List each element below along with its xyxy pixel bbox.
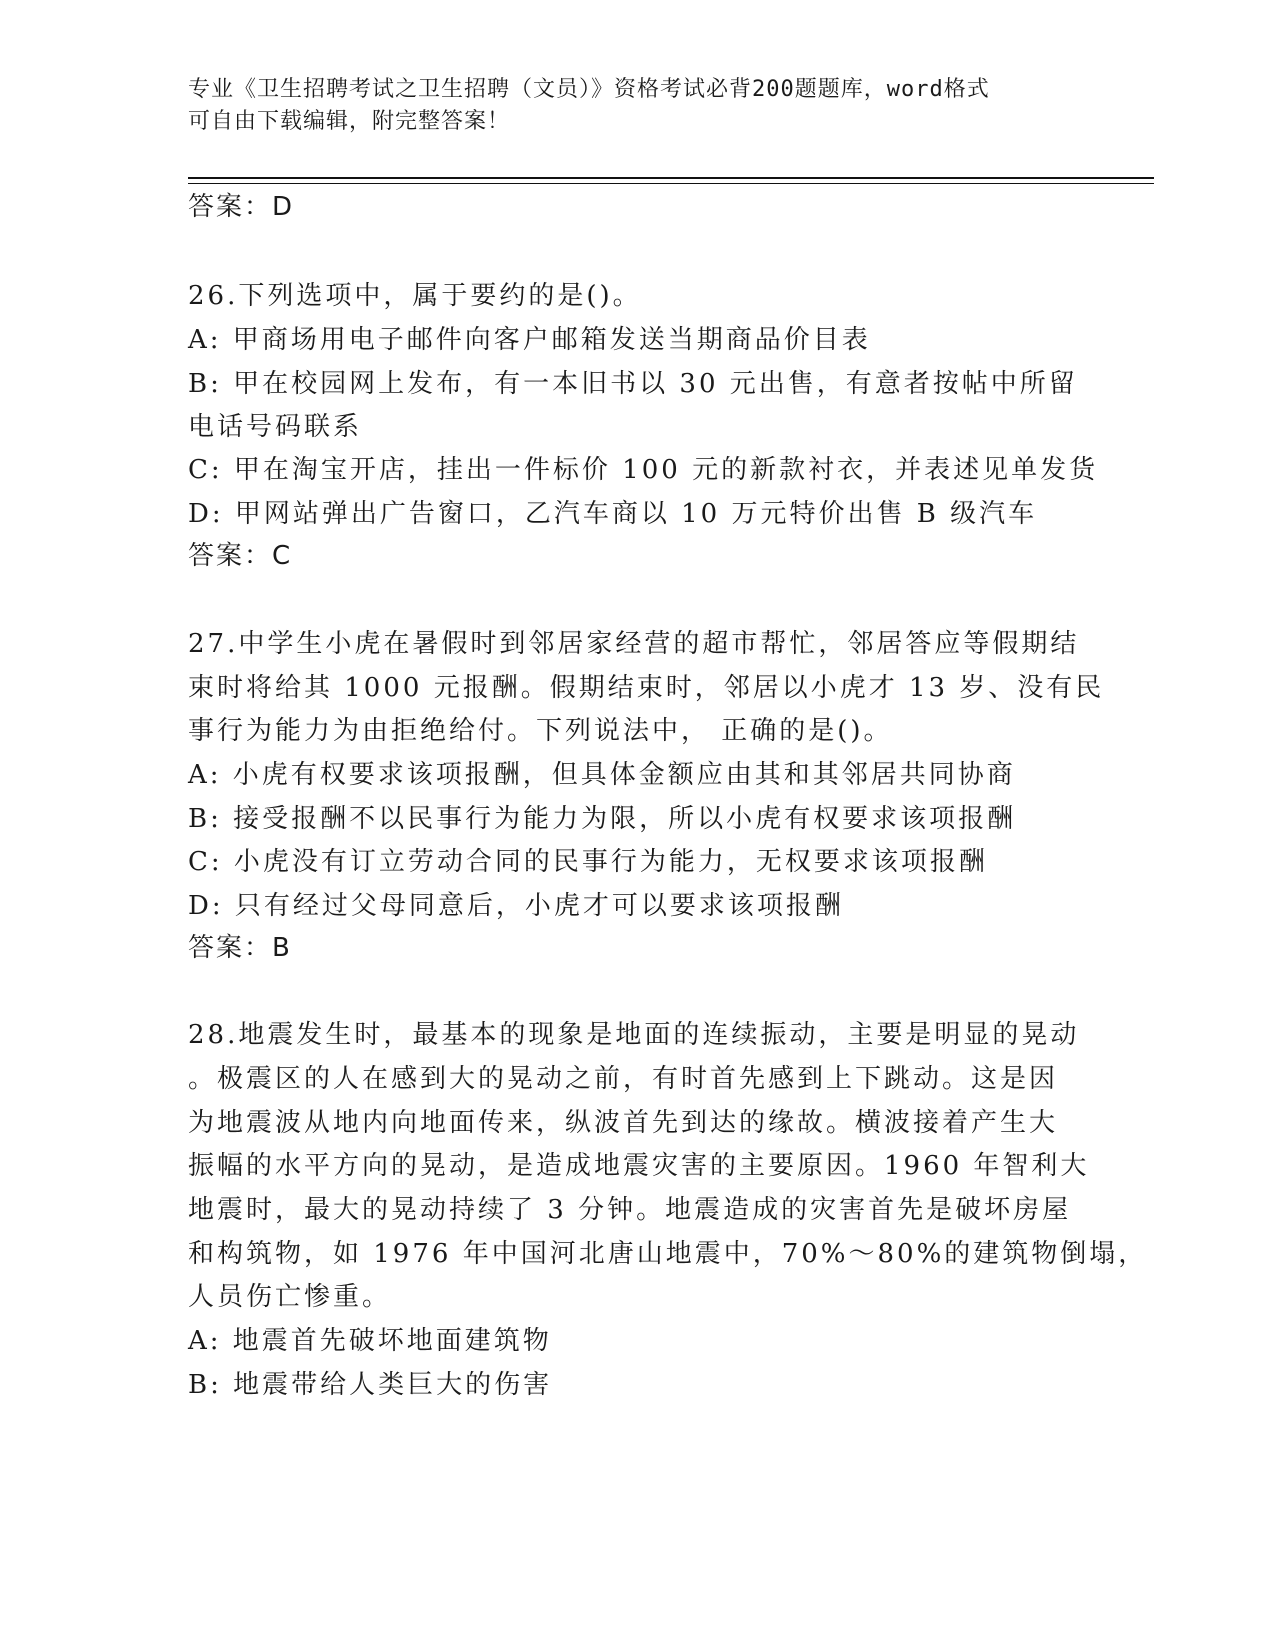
- question-26-option-a: A: 甲商场用电子邮件向客户邮箱发送当期商品价目表: [188, 325, 871, 355]
- question-26-answer: 答案：C: [188, 541, 293, 571]
- question-28-option-b: B: 地震带给人类巨大的伤害: [188, 1370, 553, 1400]
- question-27-stem-line-1: 27.中学生小虎在暑假时到邻居家经营的超市帮忙，邻居答应等假期结: [188, 629, 1080, 659]
- question-28-stem-line-4: 振幅的水平方向的晃动，是造成地震灾害的主要原因。1960 年智利大: [188, 1151, 1090, 1181]
- question-27-stem-line-2: 束时将给其 1000 元报酬。假期结束时，邻居以小虎才 13 岁、没有民: [188, 673, 1105, 703]
- header-line-1: 专业《卫生招聘考试之卫生招聘（文员）》资格考试必背200题题库，word格式: [188, 77, 990, 102]
- question-27-option-b: B: 接受报酬不以民事行为能力为限，所以小虎有权要求该项报酬: [188, 804, 1017, 834]
- question-28-option-a: A: 地震首先破坏地面建筑物: [188, 1326, 552, 1356]
- question-27-option-c: C: 小虎没有订立劳动合同的民事行为能力，无权要求该项报酬: [188, 847, 988, 877]
- question-27-option-d: D: 只有经过父母同意后，小虎才可以要求该项报酬: [188, 891, 844, 921]
- question-26-option-c: C: 甲在淘宝开店，挂出一件标价 100 元的新款衬衣，并表述见单发货: [188, 455, 1099, 485]
- document-header: [188, 74, 1068, 138]
- question-26-option-b-continued: 电话号码联系: [188, 412, 363, 442]
- question-28-stem-line-2: 。极震区的人在感到大的晃动之前，有时首先感到上下跳动。这是因: [188, 1064, 1059, 1094]
- header-line-2: 可自由下载编辑，附完整答案！: [188, 109, 511, 134]
- question-27-option-a: A: 小虎有权要求该项报酬，但具体金额应由其和其邻居共同协商: [188, 760, 1016, 790]
- question-28-stem-line-5: 地震时，最大的晃动持续了 3 分钟。地震造成的灾害首先是破坏房屋: [188, 1195, 1072, 1225]
- question-28-stem-line-1: 28.地震发生时，最基本的现象是地面的连续振动，主要是明显的晃动: [188, 1020, 1080, 1050]
- question-26-option-d: D: 甲网站弹出广告窗口，乙汽车商以 10 万元特价出售 B 级汽车: [188, 499, 1038, 529]
- header-rule-thick: [188, 177, 1154, 179]
- question-26-option-b: B: 甲在校园网上发布，有一本旧书以 30 元出售，有意者按帖中所留: [188, 369, 1078, 399]
- question-28-stem-line-7: 人员伤亡惨重。: [188, 1282, 392, 1312]
- question-28-stem-line-3: 为地震波从地内向地面传来，纵波首先到达的缘故。横波接着产生大: [188, 1108, 1059, 1138]
- question-27-stem-line-3: 事行为能力为由拒绝给付。下列说法中， 正确的是()。: [188, 716, 893, 746]
- question-28-stem-line-6: 和构筑物，如 1976 年中国河北唐山地震中，70%～80%的建筑物倒塌，: [188, 1239, 1148, 1269]
- question-27-answer: 答案：B: [188, 933, 292, 963]
- header-rule-thin: [188, 183, 1154, 184]
- previous-answer: 答案：D: [188, 192, 295, 222]
- question-26-stem: 26.下列选项中，属于要约的是()。: [188, 281, 642, 311]
